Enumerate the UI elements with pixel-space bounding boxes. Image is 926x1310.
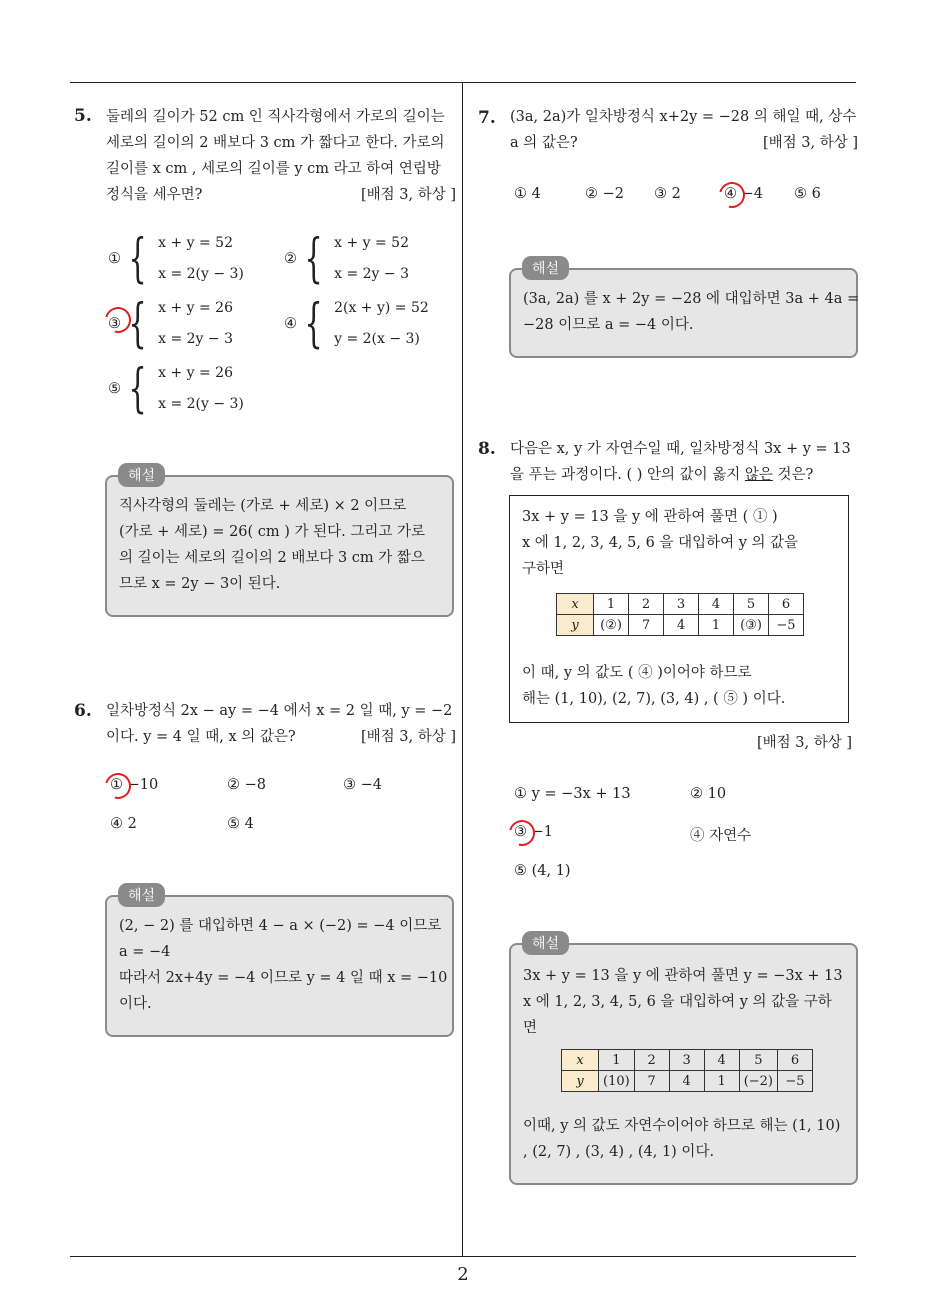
solution-line: 이때, y 의 값도 자연수이어야 하므로 해는 (1, 10): [523, 1118, 841, 1134]
table-cell: −5: [778, 1071, 813, 1092]
q8-choice-4[interactable]: ④ 자연수: [690, 828, 752, 844]
q8-number: 8.: [478, 439, 496, 459]
table-cell: 2: [634, 1050, 669, 1071]
q7-number: 7.: [478, 108, 496, 128]
q6-choice-2[interactable]: ② −8: [227, 777, 266, 793]
choice-mark: ③: [108, 316, 121, 332]
q8-line: 것은?: [772, 467, 814, 483]
q7-choice-4[interactable]: ④ −4: [724, 186, 763, 202]
brace-icon: {: [304, 294, 323, 354]
q6-choice-5[interactable]: ⑤ 4: [227, 816, 254, 832]
table-cell: 7: [629, 615, 664, 636]
table-cell: 5: [739, 1050, 777, 1071]
table-cell: x: [562, 1050, 599, 1071]
table-cell: y: [557, 615, 594, 636]
table-cell: (10): [599, 1071, 635, 1092]
table-cell: 2: [629, 594, 664, 615]
q8-choice-2[interactable]: ② 10: [690, 786, 727, 802]
column-divider: [462, 82, 463, 1256]
q6-stem: [106, 698, 456, 750]
q8-line: 을 푸는 과정이다. ( ) 안의 값이 옳지: [510, 467, 745, 483]
q5-line: 정식을 세우면?: [106, 187, 203, 203]
solution-line: (가로 + 세로) = 26( cm ) 가 된다. 그리고 가로: [119, 524, 426, 540]
table-cell: 1: [599, 1050, 635, 1071]
table-cell: 1: [699, 615, 734, 636]
solution-line: (2, − 2) 를 대입하면 4 − a × (−2) = −4 이므로: [119, 918, 442, 934]
solution-line: 직사각형의 둘레는 (가로 + 세로) × 2 이므로: [119, 498, 407, 514]
table-cell: 1: [704, 1071, 739, 1092]
q6-number: 6.: [74, 701, 92, 721]
solution-line: 이다.: [119, 996, 152, 1012]
q6-choice-1[interactable]: ① −10: [110, 777, 159, 793]
box-line: x 에 1, 2, 3, 4, 5, 6 을 대입하여 y 의 값을: [522, 535, 799, 551]
solution-line: 의 길이는 세로의 길이의 2 배보다 3 cm 가 짧으: [119, 550, 425, 566]
equation: x + y = 52: [334, 235, 409, 251]
box-line: 해는 (1, 10), (2, 7), (3, 4) , ( ⑤ ) 이다.: [522, 691, 786, 707]
q5-line: 둘레의 길이가 52 cm 인 직사각형에서 가로의 길이는: [106, 109, 445, 125]
q5-stem: [106, 104, 456, 208]
table-row: [557, 594, 804, 615]
table-row: [562, 1050, 813, 1071]
solution-line: 3x + y = 13 을 y 에 관하여 풀면 y = −3x + 13: [523, 968, 843, 984]
q7-score: [배점 3, 하상 ]: [762, 135, 858, 151]
q6-line: 이다. y = 4 일 때, x 의 값은?: [106, 729, 296, 745]
box-line: 3x + y = 13 을 y 에 관하여 풀면 ( ① ): [522, 509, 778, 525]
q8-line: 다음은 x, y 가 자연수일 때, 일차방정식 3x + y = 13: [510, 441, 851, 457]
q6-score: [배점 3, 하상 ]: [360, 729, 456, 745]
brace-icon: {: [128, 359, 147, 419]
equation: x + y = 52: [158, 235, 233, 251]
solution-line: 므로 x = 2y − 3이 된다.: [119, 576, 281, 592]
q5-number: 5.: [74, 106, 92, 126]
q7-solution-tag: 해설: [522, 256, 569, 280]
answer-circle-icon: [100, 768, 136, 804]
q8-value-table: [556, 593, 804, 636]
equation: y = 2(x − 3): [334, 331, 420, 347]
q7-stem: [510, 104, 858, 156]
top-rule: [70, 82, 856, 83]
bottom-rule: [70, 1256, 856, 1257]
q7-line: a 의 값은?: [510, 135, 578, 151]
q5-solution-box: [105, 475, 454, 617]
equation: x + y = 26: [158, 300, 233, 316]
table-cell: 7: [634, 1071, 669, 1092]
q5-line: 길이를 x cm , 세로의 길이를 y cm 라고 하여 연립방: [106, 161, 441, 177]
choice-mark: ①: [108, 251, 121, 267]
q6-solution-tag: 해설: [118, 883, 165, 907]
q5-line: 세로의 길이의 2 배보다 3 cm 가 짧다고 한다. 가로의: [106, 135, 445, 151]
table-row: [562, 1071, 813, 1092]
q8-emphasis: 않은: [744, 467, 773, 483]
q8-solution-box: [509, 943, 858, 1185]
table-cell: 3: [664, 594, 699, 615]
table-cell: 1: [594, 594, 629, 615]
box-line: 이 때, y 의 값도 ( ④ )이어야 하므로: [522, 665, 752, 681]
table-cell: 6: [769, 594, 804, 615]
q5-choice-5[interactable]: [108, 358, 244, 420]
brace-icon: {: [304, 229, 323, 289]
equation: x = 2(y − 3): [158, 266, 244, 282]
equation: x = 2y − 3: [158, 331, 233, 347]
table-cell: x: [557, 594, 594, 615]
table-cell: 5: [734, 594, 769, 615]
table-cell: 4: [704, 1050, 739, 1071]
table-cell: y: [562, 1071, 599, 1092]
equation: x = 2(y − 3): [158, 396, 244, 412]
q8-choice-5[interactable]: ⑤ (4, 1): [514, 863, 571, 879]
answer-circle-icon: [714, 177, 750, 213]
table-cell: 6: [778, 1050, 813, 1071]
solution-line: 면: [523, 1020, 538, 1036]
brace-icon: {: [128, 294, 147, 354]
q8-choice-3[interactable]: ③ −1: [514, 824, 553, 840]
solution-line: a = −4: [119, 944, 171, 960]
q8-score: [배점 3, 하상 ]: [756, 735, 852, 751]
q6-line: 일차방정식 2x − ay = −4 에서 x = 2 일 때, y = −2: [106, 703, 453, 719]
q7-solution-box: [509, 268, 858, 358]
table-cell: 4: [664, 615, 699, 636]
table-cell: 4: [669, 1071, 704, 1092]
q6-choice-4[interactable]: ④ 2: [110, 816, 137, 832]
q5-solution-tag: 해설: [118, 463, 165, 487]
page-number: 2: [457, 1264, 469, 1285]
answer-circle-icon: [504, 815, 540, 851]
solution-line: (3a, 2a) 를 x + 2y = −28 에 대입하면 3a + 4a =: [523, 291, 860, 307]
q7-choice-5[interactable]: ⑤ 6: [794, 186, 821, 202]
table-cell: 3: [669, 1050, 704, 1071]
brace-icon: {: [128, 229, 147, 289]
table-cell: −5: [769, 615, 804, 636]
choice-mark: ④: [284, 316, 297, 332]
box-line: 구하면: [522, 561, 565, 577]
q5-choice-4[interactable]: [284, 293, 429, 355]
choice-mark: ⑤: [108, 381, 121, 397]
equation: x + y = 26: [158, 365, 233, 381]
table-cell: (−2): [739, 1071, 777, 1092]
equation: x = 2y − 3: [334, 266, 409, 282]
q8-solution-tag: 해설: [522, 931, 569, 955]
q6-choice-3[interactable]: ③ −4: [343, 777, 382, 793]
q5-score: [배점 3, 하상 ]: [360, 187, 456, 203]
q7-line: (3a, 2a)가 일차방정식 x+2y = −28 의 해일 때, 상수: [510, 109, 857, 125]
solution-line: −28 이므로 a = −4 이다.: [523, 317, 694, 333]
table-cell: (③): [734, 615, 769, 636]
solution-line: , (2, 7) , (3, 4) , (4, 1) 이다.: [523, 1144, 715, 1160]
table-cell: 4: [699, 594, 734, 615]
q5-choice-1[interactable]: [108, 228, 244, 290]
q8-stem: [510, 436, 860, 488]
q7-choice-1[interactable]: ① 4: [514, 186, 541, 202]
equation: 2(x + y) = 52: [334, 300, 429, 316]
choice-mark: ②: [284, 251, 297, 267]
table-row: [557, 615, 804, 636]
q8-process-box: [509, 495, 849, 723]
q6-solution-box: [105, 895, 454, 1037]
q7-choice-2[interactable]: ② −2: [585, 186, 624, 202]
q5-choice-2[interactable]: [284, 228, 409, 290]
q7-choice-3[interactable]: ③ 2: [654, 186, 681, 202]
q8-choice-1[interactable]: ① y = −3x + 13: [514, 786, 631, 802]
table-cell: (②): [594, 615, 629, 636]
q8-solution-table: [561, 1049, 813, 1092]
solution-line: 따라서 2x+4y = −4 이므로 y = 4 일 때 x = −10: [119, 970, 448, 986]
solution-line: x 에 1, 2, 3, 4, 5, 6 을 대입하여 y 의 값을 구하: [523, 994, 832, 1010]
